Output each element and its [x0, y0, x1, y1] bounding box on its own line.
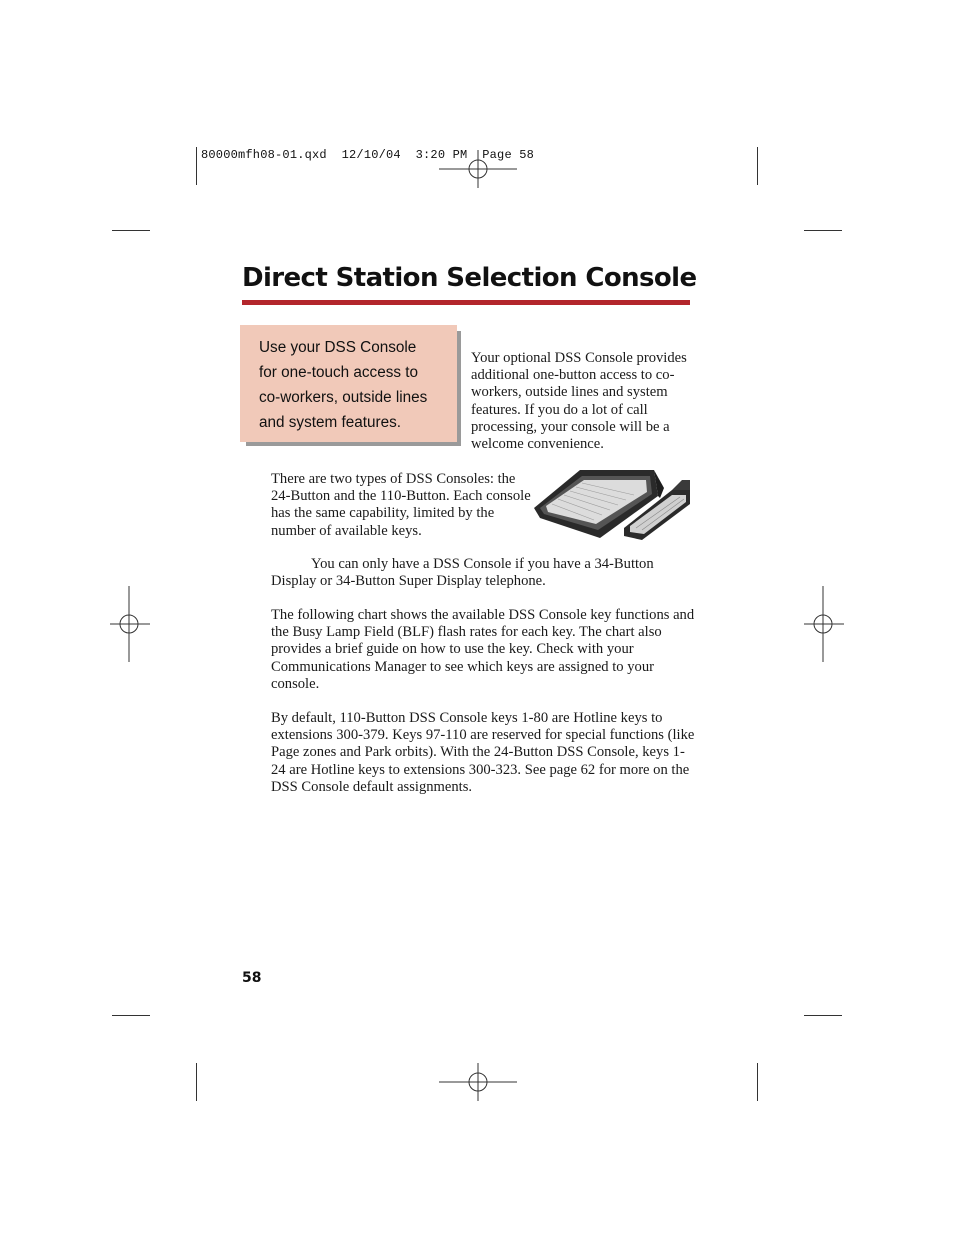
chart-info-paragraph: The following chart shows the available DSS Console key functions and the Busy Lamp Field (BLF) flash rates for each key. The chart also provides a brief guide on how to use the key. Check with your Communications Manager to see which keys are assigned to your console.: [271, 607, 695, 692]
registration-mark-left: [110, 586, 150, 662]
requirement-text: You can only have a DSS Console if you have a 34-Button Display or 34-Button Super Display telephone.: [271, 556, 654, 590]
slug-line: 80000mfh08-01.qxd 12/10/04 3:20 PM Page 58: [201, 148, 535, 162]
page-title: Direct Station Selection Console: [242, 263, 697, 293]
callout-box: [240, 325, 457, 442]
title-rule: [242, 300, 690, 305]
registration-mark-top: [439, 150, 517, 188]
registration-mark-bottom: [439, 1063, 517, 1101]
defaults-paragraph: By default, 110-Button DSS Console keys 1-80 are Hotline keys to extensions 300-379. Keys 97-110 are reserved for special functions (like Page zones and Park orbits). With the 24-Button DSS Console, keys 1-24 are Hotline keys to extensions 300-323. See page 62 for more on the DSS Console default assignments.: [271, 710, 695, 795]
callout-line: and system features.: [259, 414, 401, 431]
callout-line: Use your DSS Console: [259, 339, 417, 356]
intro-paragraph: Your optional DSS Console provides additional one-button access to co-workers, outside lines and system features. If you do a lot of call processing, your console will be a welcome convenience.: [471, 350, 687, 453]
dss-console-icon: [532, 468, 692, 540]
callout-line: co-workers, outside lines: [259, 389, 428, 406]
registration-mark-right: [804, 586, 844, 662]
page-number: 58: [242, 970, 262, 986]
callout-line: for one-touch access to: [259, 364, 419, 381]
console-types-paragraph: There are two types of DSS Consoles: the 24-Button and the 110-Button. Each console has the same capability, limited by the number of available keys.: [271, 471, 531, 539]
requirement-paragraph: [271, 556, 696, 590]
